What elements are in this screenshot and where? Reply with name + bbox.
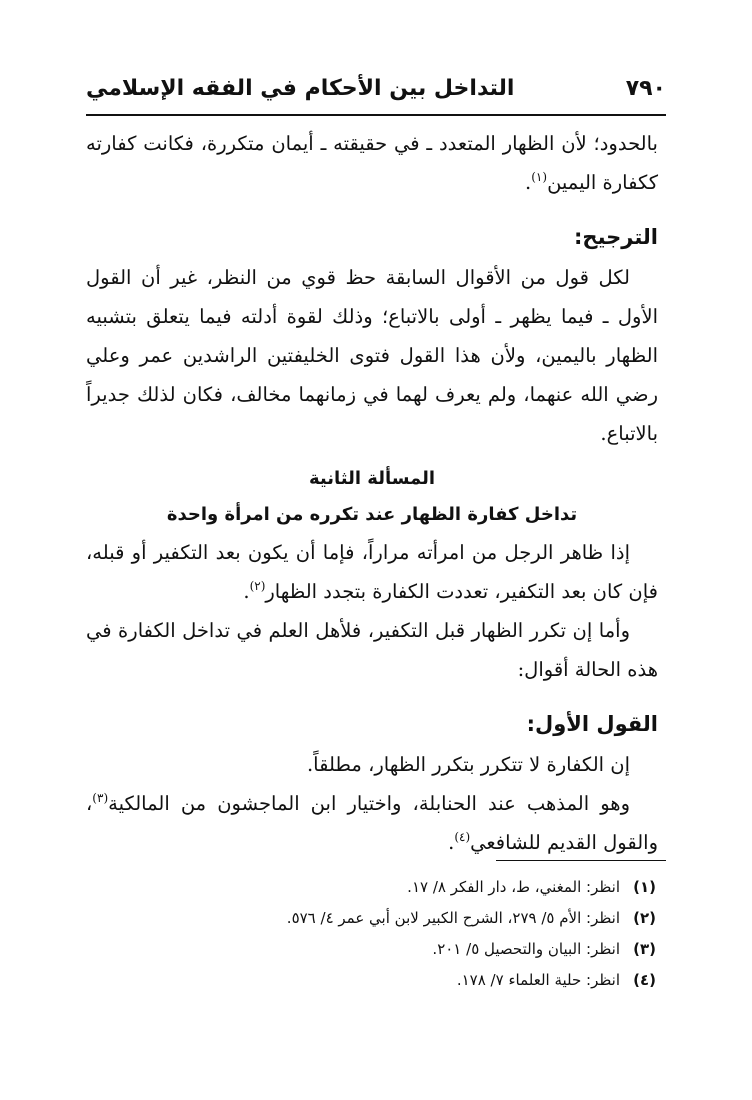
paragraph-6: وهو المذهب عند الحنابلة، واختيار ابن الماجشون من المالكية$^{(٣)}$، والقول القديم للشافعي$^{(٤)}$.: [86, 791, 658, 854]
page-number: ٧٩٠: [625, 76, 666, 101]
footnotes: [100, 872, 656, 996]
footnote-rule: [496, 860, 666, 861]
page-header: [86, 76, 666, 110]
footnote-ref-3[interactable]: (٣): [92, 791, 109, 805]
footnote-item: (٤) انظر: حلية العلماء ٧/ ١٧٨.: [456, 971, 656, 989]
paragraph-3: إذا ظاهر الرجل من امرأته مراراً، فإما أن يكون بعد التكفير أو قبله، فإن كان بعد التكفير، تعددت الكفارة بتجدد الظهار$^{(٢)}$.: [86, 541, 658, 603]
footnote-ref-2[interactable]: (٢): [249, 579, 266, 593]
heading-second-issue-title: تداخل كفارة الظهار عند تكرره من امرأة واحدة: [166, 504, 578, 525]
paragraph-2: لكل قول من الأقوال السابقة حظ قوي من النظر، غير أن القول الأول ـ فيما يظهر ـ أولى بالاتباع؛ وذلك لقوة أدلته فيما يتعلق بتشبيه الظهار باليمين، ولأن هذا القول فتوى الخليفتين الراشدين عمر وعلي رضي الله عنهما، ولم يعرف لهما في زمانهما مخالف، فكان لذلك جديراً بالاتباع.: [86, 266, 658, 445]
main-text: [86, 124, 658, 862]
footnote-ref-4[interactable]: (٤): [454, 830, 471, 844]
footnote-item: (٣) انظر: البيان والتحصيل ٥/ ٢٠١.: [432, 940, 656, 958]
running-title: التداخل بين الأحكام في الفقه الإسلامي: [86, 76, 515, 101]
footnote-item: (٢) انظر: الأم ٥/ ٢٧٩، الشرح الكبير لابن أبي عمر ٤/ ٥٧٦.: [286, 909, 656, 927]
paragraph-1: بالحدود؛ لأن الظهار المتعدد ـ في حقيقته ـ أيمان متكررة، فكانت كفارته ككفارة اليمين$^{(١)}$.: [86, 132, 658, 194]
heading-first-opinion: القول الأول:: [526, 712, 658, 736]
header-rule: [86, 114, 666, 116]
paragraph-4: وأما إن تكرر الظهار قبل التكفير، فلأهل العلم في تداخل الكفارة في هذه الحالة أقوال:: [86, 619, 658, 681]
paragraph-5: إن الكفارة لا تتكرر بتكرر الظهار، مطلقاً.: [306, 753, 630, 776]
footnote-ref-1[interactable]: (١): [531, 170, 548, 184]
heading-tarjeeh: الترجيح:: [574, 225, 658, 249]
footnote-item: (١) انظر: المغني، ط، دار الفكر ٨/ ١٧.: [407, 878, 656, 896]
heading-second-issue: المسألة الثانية: [308, 468, 436, 489]
